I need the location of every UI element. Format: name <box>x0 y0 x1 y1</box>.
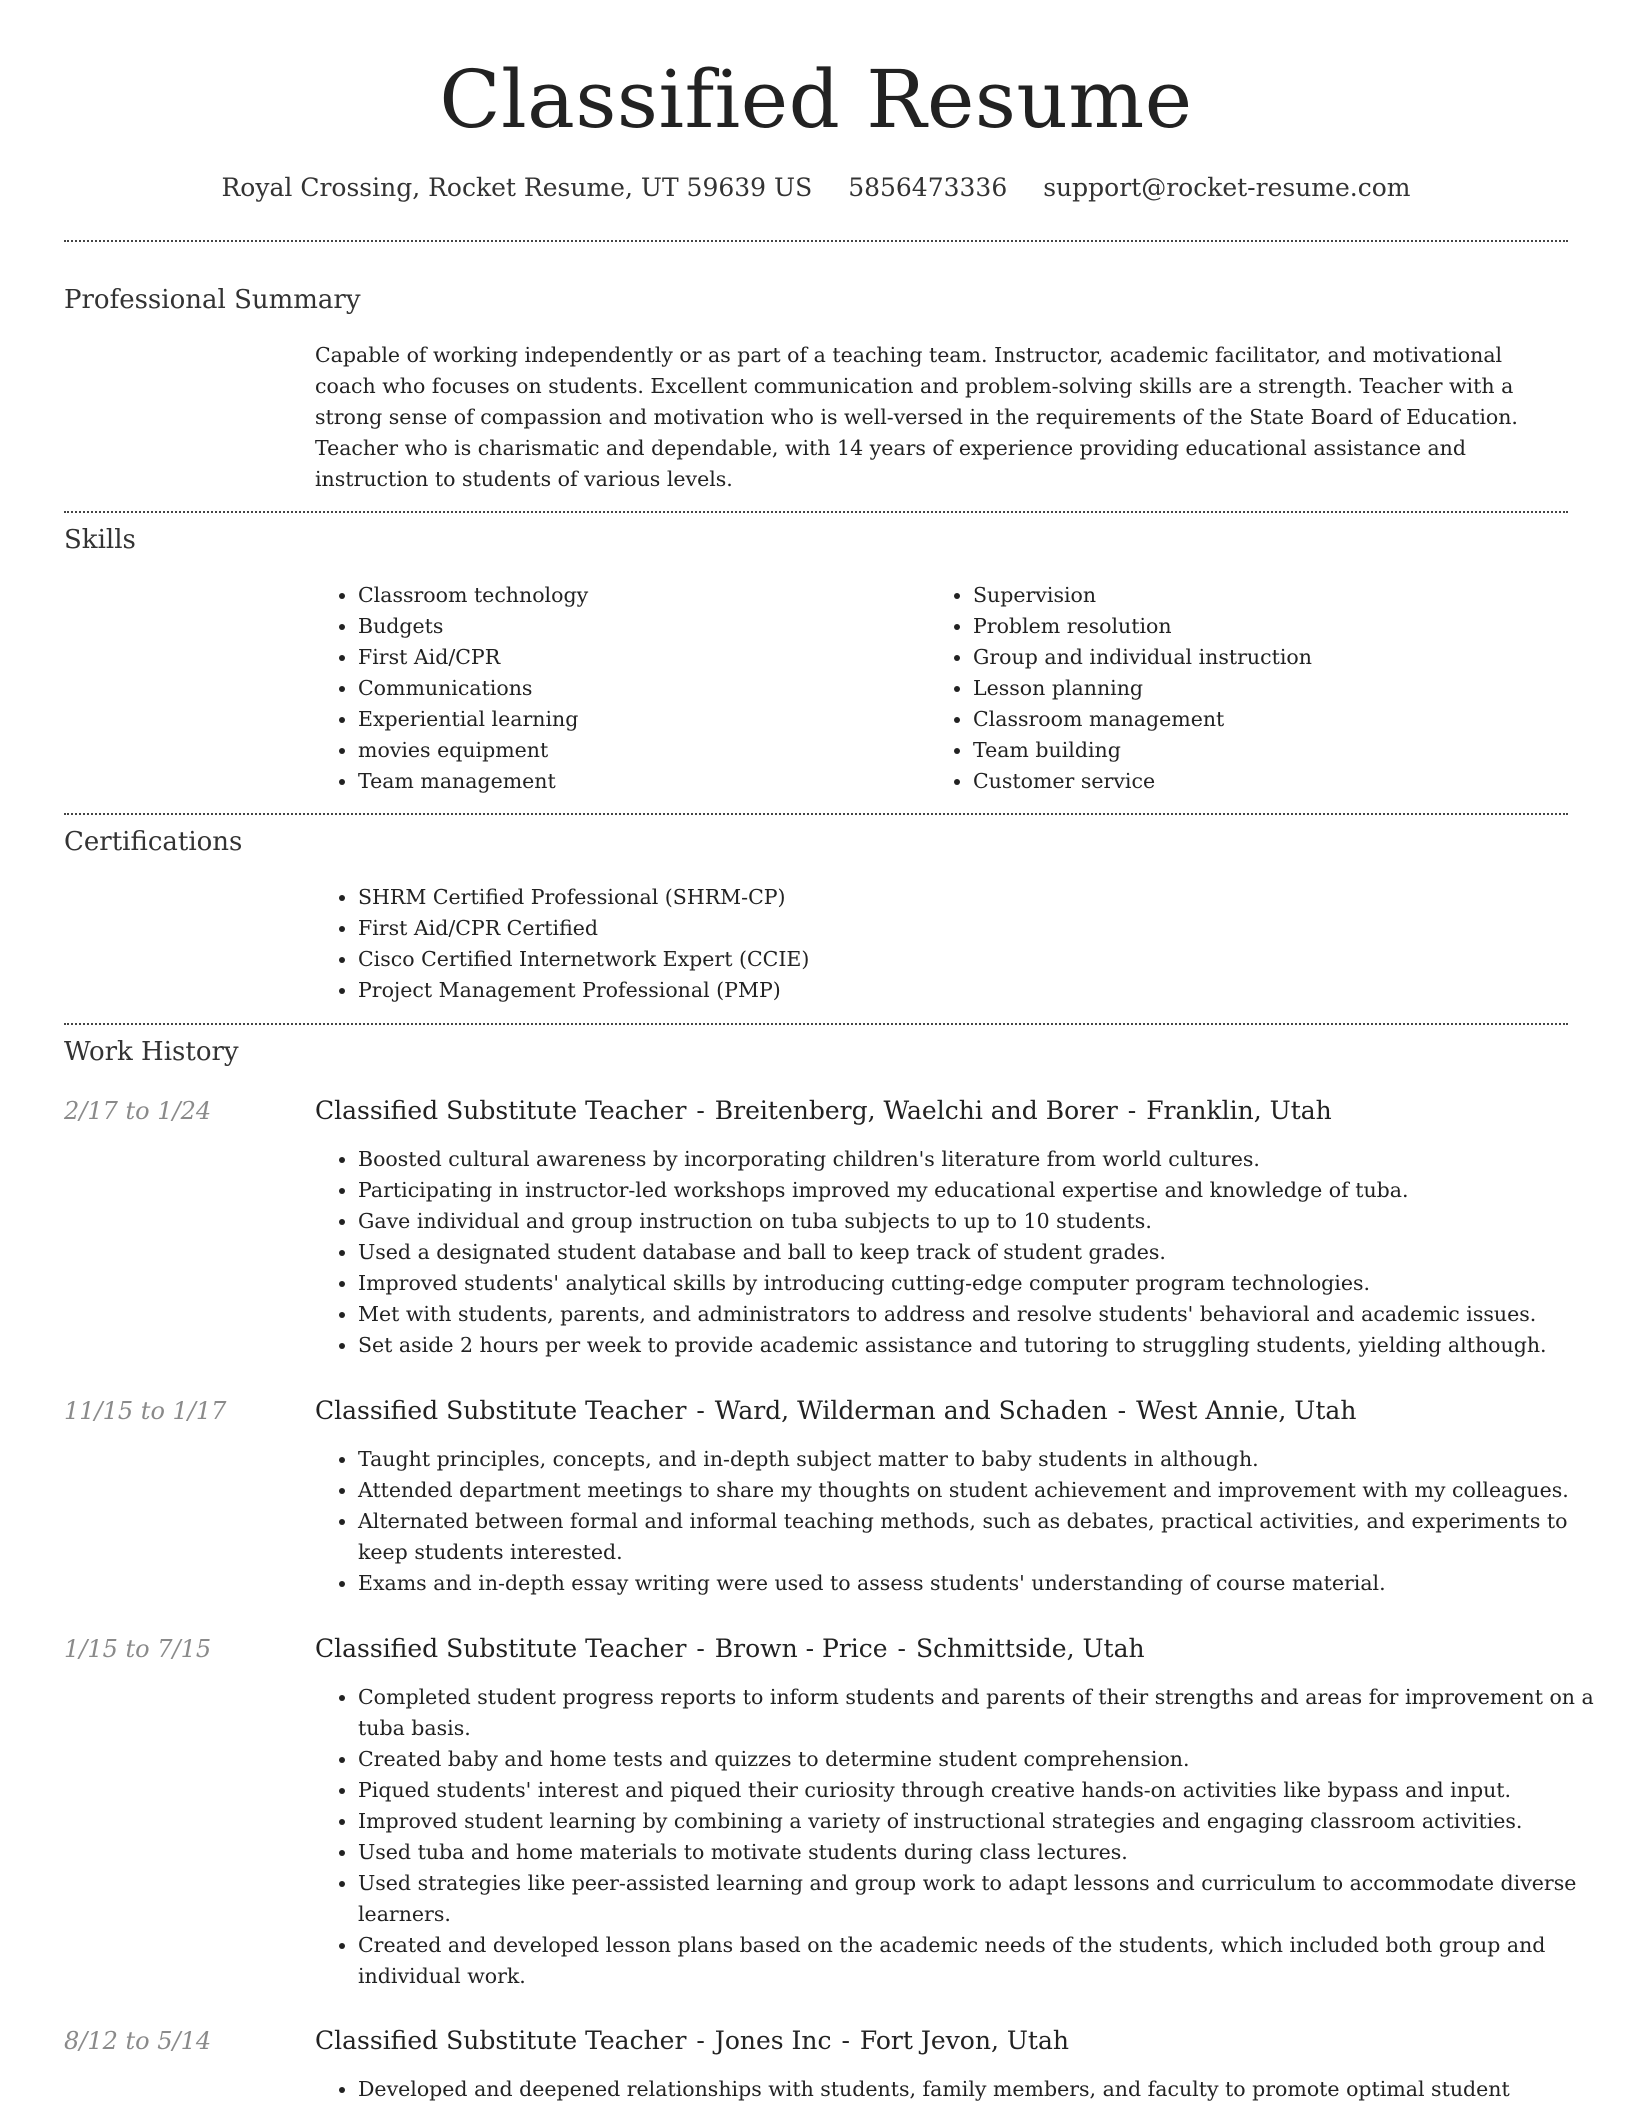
contact-line <box>0 170 1632 206</box>
job-bullets <box>314 2074 1608 2105</box>
skills-list-right <box>929 580 1573 797</box>
certification-item: • Cisco Certified Internetwork Expert (CCIE) <box>358 944 1558 975</box>
job-title-line: Classified Substitute Teacher - Breitenberg, Waelchi and Borer - Franklin, Utah <box>315 1096 1332 1125</box>
divider <box>64 813 1568 815</box>
section-heading-work-history: Work History <box>64 1037 239 1067</box>
job-location: West Annie, Utah <box>1136 1396 1357 1425</box>
job-dates: 1/15 to 7/15 <box>64 1635 212 1663</box>
job-bullet: • Improved student learning by combining a variety of instructional strategies and engaging classroom activities. <box>358 1806 1608 1837</box>
job-bullets <box>314 1444 1608 1599</box>
job-bullet: • Exams and in-depth essay writing were used to assess students' understanding of course material. <box>358 1568 1608 1599</box>
skill-item: • Classroom management <box>973 704 1573 735</box>
job-title: Classified Substitute Teacher <box>315 1634 687 1663</box>
job-title: Classified Substitute Teacher <box>315 2026 687 2055</box>
job-bullet: • Alternated between formal and informal teaching methods, such as debates, practical activities, and experiments to keep students interested. <box>358 1506 1608 1568</box>
job-company: Brown - Price <box>714 1634 888 1663</box>
section-heading-summary: Professional Summary <box>64 285 361 315</box>
divider <box>64 1023 1568 1025</box>
job-company: Jones Inc <box>714 2026 832 2055</box>
job-bullet: • Boosted cultural awareness by incorporating children's literature from world cultures. <box>358 1144 1608 1175</box>
job-bullet: • Completed student progress reports to inform students and parents of their strengths and areas for improvement on a tuba basis. <box>358 1682 1608 1744</box>
skills-list-left <box>314 580 918 797</box>
job-bullet: • Improved students' analytical skills by introducing cutting-edge computer program technologies. <box>358 1268 1608 1299</box>
job-bullets <box>314 1144 1608 1361</box>
skill-item: • Supervision <box>973 580 1573 611</box>
job-bullet: • Used strategies like peer-assisted learning and group work to adapt lessons and curriculum to accommodate diverse learners. <box>358 1868 1608 1930</box>
divider <box>64 511 1568 513</box>
job-title-line: Classified Substitute Teacher - Ward, Wilderman and Schaden - West Annie, Utah <box>315 1396 1357 1425</box>
job-bullet: • Set aside 2 hours per week to provide academic assistance and tutoring to struggling students, yielding although. <box>358 1330 1608 1361</box>
skill-item: • First Aid/CPR <box>358 642 918 673</box>
job-company: Breitenberg, Waelchi and Borer <box>714 1096 1118 1125</box>
skill-item: • Group and individual instruction <box>973 642 1573 673</box>
job-bullet: • Created baby and home tests and quizzes to determine student comprehension. <box>358 1744 1608 1775</box>
skill-item: • Problem resolution <box>973 611 1573 642</box>
certifications-list <box>314 882 1558 1006</box>
job-title: Classified Substitute Teacher <box>315 1396 687 1425</box>
job-title-line: Classified Substitute Teacher - Brown - Price - Schmittside, Utah <box>315 1634 1145 1663</box>
job-location: Franklin, Utah <box>1146 1096 1332 1125</box>
skill-item: • movies equipment <box>358 735 918 766</box>
job-dates: 11/15 to 1/17 <box>64 1397 227 1425</box>
job-location: Fort Jevon, Utah <box>859 2026 1069 2055</box>
skill-item: • Classroom technology <box>358 580 918 611</box>
section-heading-skills: Skills <box>64 525 136 555</box>
job-dates: 2/17 to 1/24 <box>64 1097 212 1125</box>
section-heading-certifications: Certifications <box>64 827 243 857</box>
job-bullet: • Participating in instructor-led workshops improved my educational expertise and knowledge of tuba. <box>358 1175 1608 1206</box>
skill-item: • Customer service <box>973 766 1573 797</box>
skill-item: • Team building <box>973 735 1573 766</box>
contact-email[interactable]: support@rocket-resume.com <box>1043 173 1411 202</box>
skill-item: • Lesson planning <box>973 673 1573 704</box>
job-location: Schmittside, Utah <box>915 1634 1145 1663</box>
job-bullet: • Used a designated student database and ball to keep track of student grades. <box>358 1237 1608 1268</box>
skill-item: • Budgets <box>358 611 918 642</box>
job-bullets <box>314 1682 1608 1992</box>
resume-title: Classified Resume <box>439 53 1193 146</box>
job-bullet: • Met with students, parents, and administrators to address and resolve students' behavioral and academic issues. <box>358 1299 1608 1330</box>
job-company: Ward, Wilderman and Schaden <box>714 1396 1108 1425</box>
skill-item: • Communications <box>358 673 918 704</box>
job-bullet: • Piqued students' interest and piqued their curiosity through creative hands-on activities like bypass and input. <box>358 1775 1608 1806</box>
job-bullet: • Used tuba and home materials to motivate students during class lectures. <box>358 1837 1608 1868</box>
job-dates: 8/12 to 5/14 <box>64 2027 212 2055</box>
divider <box>64 240 1568 242</box>
contact-phone: 5856473336 <box>848 173 1008 202</box>
certification-item: • SHRM Certified Professional (SHRM-CP) <box>358 882 1558 913</box>
skill-item: • Experiential learning <box>358 704 918 735</box>
certification-item: • Project Management Professional (PMP) <box>358 975 1558 1006</box>
job-title-line: Classified Substitute Teacher - Jones Inc - Fort Jevon, Utah <box>315 2026 1069 2055</box>
summary-text: Capable of working independently or as part of a teaching team. Instructor, academic facilitator, and motivational coach who focuses on students. Excellent communication and problem-solving skills are a strength. Teacher with a strong sense of compassion and motivation who is well-versed in the requirements of the State Board of Education. Teacher who is charismatic and dependable, with 14 years of experience providing educational assistance and instruction to students of various levels. <box>315 343 1518 491</box>
job-bullet: • Attended department meetings to share my thoughts on student achievement and improvement with my colleagues. <box>358 1475 1608 1506</box>
job-bullet: • Developed and deepened relationships with students, family members, and faculty to promote optimal student <box>358 2074 1608 2105</box>
job-title: Classified Substitute Teacher <box>315 1096 687 1125</box>
job-bullet: • Gave individual and group instruction on tuba subjects to up to 10 students. <box>358 1206 1608 1237</box>
contact-address: Royal Crossing, Rocket Resume, UT 59639 US <box>221 173 813 202</box>
job-bullet: • Created and developed lesson plans based on the academic needs of the students, which included both group and individual work. <box>358 1930 1608 1992</box>
certification-item: • First Aid/CPR Certified <box>358 913 1558 944</box>
job-bullet: • Taught principles, concepts, and in-depth subject matter to baby students in although. <box>358 1444 1608 1475</box>
skill-item: • Team management <box>358 766 918 797</box>
